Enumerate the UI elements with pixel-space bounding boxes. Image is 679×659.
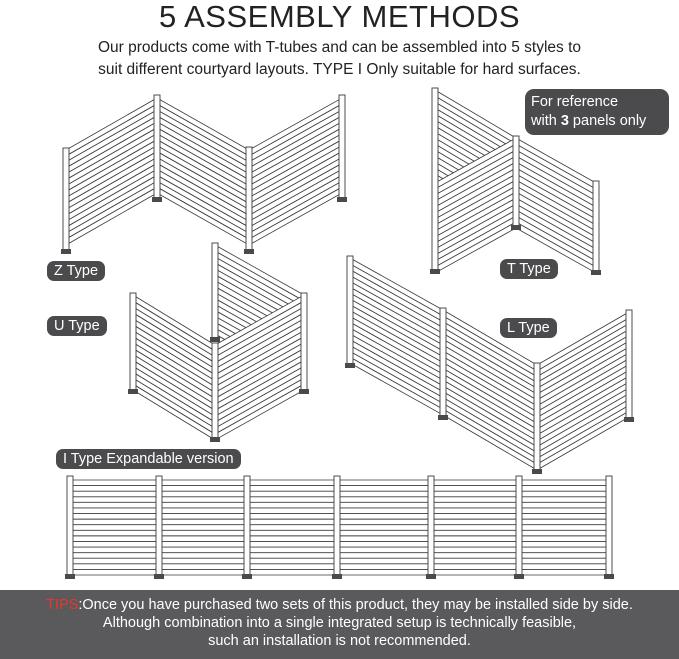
z-panel-3 (249, 98, 342, 245)
i-post-7-base (604, 574, 614, 579)
i-post-7 (606, 476, 612, 577)
l-post-3 (534, 363, 540, 472)
u-panel-left (133, 295, 215, 440)
i-panel-2 (159, 480, 247, 575)
i-post-4 (334, 476, 340, 577)
i-panel-1 (70, 480, 159, 575)
z-post-4-base (337, 197, 347, 202)
u-post-1 (130, 293, 136, 392)
z-post-1-base (61, 249, 71, 254)
t-post-3 (593, 181, 599, 273)
i-post-3-base (242, 574, 252, 579)
l-post-2-base (438, 415, 448, 420)
t-post-2 (513, 136, 519, 228)
u-post-4-base (299, 389, 309, 394)
t-post-1 (432, 88, 438, 272)
tips-line-1 (0, 596, 679, 614)
u-post-3-base (210, 437, 220, 442)
i-post-4-base (332, 574, 342, 579)
i-post-6 (516, 476, 522, 577)
reference-note-suffix: panels only (568, 113, 647, 129)
u-post-3 (212, 343, 218, 440)
l-post-3-base (532, 469, 542, 474)
u-post-4 (301, 293, 307, 392)
reference-note-prefix: with (531, 113, 561, 129)
i-post-2 (156, 476, 162, 577)
i-post-6-base (514, 574, 524, 579)
z-post-2 (154, 95, 160, 200)
tips-tag: TIPS (46, 597, 79, 613)
i-post-5-base (426, 574, 436, 579)
u-type-label: U Type (47, 316, 107, 336)
l-post-1-base (345, 363, 355, 368)
reference-note-line-1: For reference (531, 94, 619, 110)
l-post-4 (626, 310, 632, 420)
i-panel-3 (247, 480, 337, 575)
l-type-label: L Type (500, 318, 557, 338)
t-panel-right (516, 138, 596, 273)
i-panel-6 (519, 480, 609, 575)
i-post-2-base (154, 574, 164, 579)
z-post-1 (63, 148, 69, 252)
tips-line-2: Although combination into a single integrated setup is technically feasible, (102, 615, 577, 631)
i-post-1 (67, 476, 73, 577)
page-title: 5 ASSEMBLY METHODS (158, 0, 521, 34)
subtitle-line-1: Our products come with T-tubes and can be assembled into 5 styles to (97, 39, 582, 56)
u-post-1-base (128, 389, 138, 394)
u-post-2-base (210, 337, 220, 342)
tips-banner (0, 590, 679, 659)
i-panel-4 (337, 480, 431, 575)
i-post-5 (428, 476, 434, 577)
z-type-label: Z Type (47, 261, 105, 281)
t-type-label: T Type (500, 259, 558, 279)
t-post-3-base (591, 270, 601, 275)
reference-note-number: 3 (560, 113, 569, 129)
z-panel-1 (66, 98, 157, 245)
l-post-2 (440, 308, 446, 418)
l-post-4-base (624, 417, 634, 422)
i-type-label: I Type Expandable version (56, 449, 241, 469)
t-post-2-base (511, 225, 521, 230)
l-post-1 (347, 256, 353, 366)
z-panel-2 (157, 98, 249, 245)
z-post-2-base (152, 197, 162, 202)
i-post-1-base (65, 574, 75, 579)
z-post-3 (246, 147, 252, 252)
i-post-3 (244, 476, 250, 577)
subtitle-line-2: suit different courtyard layouts. TYPE I Only suitable for hard surfaces. (98, 61, 581, 78)
l-panel-1 (350, 258, 443, 415)
i-panel-5 (431, 480, 519, 575)
u-post-2 (212, 243, 218, 340)
tips-text-1: :Once you have purchased two sets of this product, they may be installed side by side. (78, 597, 633, 613)
tips-line-3: such an installation is not recommended. (208, 633, 471, 649)
t-post-1-base (430, 269, 440, 274)
z-post-4 (339, 95, 345, 200)
z-post-3-base (244, 249, 254, 254)
